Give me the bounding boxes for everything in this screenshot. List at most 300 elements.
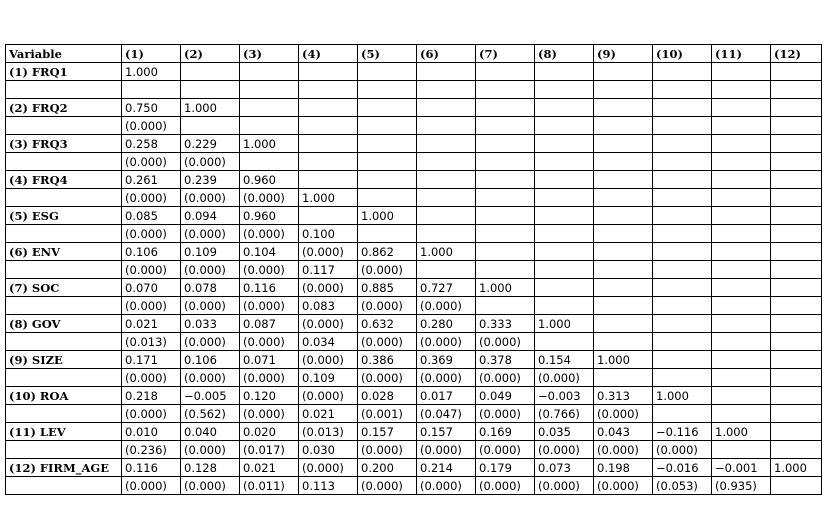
- table-cell: [535, 207, 594, 225]
- table-cell: [476, 117, 535, 135]
- table-cell: [771, 297, 822, 315]
- table-cell: [476, 261, 535, 279]
- table-cell: (0.000): [299, 351, 358, 369]
- table-cell: −0.005: [181, 387, 240, 405]
- table-cell: [535, 117, 594, 135]
- table-cell: [358, 63, 417, 81]
- table-cell: [299, 153, 358, 171]
- table-cell: (0.000): [476, 369, 535, 387]
- table-cell: 0.117: [299, 261, 358, 279]
- table-cell: (0.000): [299, 387, 358, 405]
- table-cell: (0.000): [181, 261, 240, 279]
- table-cell: [712, 441, 771, 459]
- table-cell: [240, 153, 299, 171]
- table-cell: 0.109: [299, 369, 358, 387]
- table-cell: 0.021: [240, 459, 299, 477]
- table-cell: −0.003: [535, 387, 594, 405]
- table-cell: 0.200: [358, 459, 417, 477]
- table-cell: [358, 81, 417, 99]
- table-cell: [417, 81, 476, 99]
- table-cell: [653, 135, 712, 153]
- table-cell: [712, 135, 771, 153]
- table-cell: [594, 297, 653, 315]
- table-cell: [653, 297, 712, 315]
- table-cell: [358, 135, 417, 153]
- table-cell: [594, 225, 653, 243]
- coefficient-row: [6, 63, 822, 81]
- table-cell: [594, 315, 653, 333]
- table-cell: [771, 333, 822, 351]
- variable-label-cell: [6, 477, 122, 495]
- table-cell: 0.040: [181, 423, 240, 441]
- table-cell: [712, 387, 771, 405]
- table-cell: (0.000): [122, 117, 181, 135]
- table-cell: [653, 153, 712, 171]
- table-cell: [712, 261, 771, 279]
- table-cell: [476, 297, 535, 315]
- table-cell: 0.116: [122, 459, 181, 477]
- table-cell: 0.378: [476, 351, 535, 369]
- table-cell: [771, 477, 822, 495]
- table-cell: 0.021: [122, 315, 181, 333]
- table-cell: (0.000): [358, 297, 417, 315]
- table-cell: 0.085: [122, 207, 181, 225]
- coefficient-row: [6, 279, 822, 297]
- table-cell: [476, 81, 535, 99]
- table-cell: (0.000): [417, 369, 476, 387]
- table-cell: [771, 387, 822, 405]
- table-cell: (0.766): [535, 405, 594, 423]
- table-cell: [535, 243, 594, 261]
- table-cell: [535, 153, 594, 171]
- table-cell: (0.000): [299, 315, 358, 333]
- table-cell: [653, 225, 712, 243]
- variable-label-cell: (7) SOC: [6, 279, 122, 297]
- table-cell: 0.030: [299, 441, 358, 459]
- table-cell: [476, 171, 535, 189]
- table-cell: [299, 207, 358, 225]
- table-cell: [712, 189, 771, 207]
- table-cell: [771, 405, 822, 423]
- table-cell: 0.179: [476, 459, 535, 477]
- table-cell: 0.727: [417, 279, 476, 297]
- table-cell: (0.000): [358, 369, 417, 387]
- table-cell: 0.960: [240, 171, 299, 189]
- table-cell: [594, 171, 653, 189]
- table-cell: 0.128: [181, 459, 240, 477]
- table-cell: [476, 207, 535, 225]
- table-cell: [653, 405, 712, 423]
- coefficient-row: [6, 351, 822, 369]
- table-cell: 0.073: [535, 459, 594, 477]
- table-cell: [594, 261, 653, 279]
- table-cell: 0.157: [358, 423, 417, 441]
- table-cell: 0.313: [594, 387, 653, 405]
- table-cell: [299, 63, 358, 81]
- variable-label-cell: [6, 369, 122, 387]
- table-cell: 0.750: [122, 99, 181, 117]
- table-cell: (0.000): [358, 477, 417, 495]
- variable-label-cell: (10) ROA: [6, 387, 122, 405]
- variable-label-cell: [6, 117, 122, 135]
- table-cell: [476, 99, 535, 117]
- table-cell: (0.000): [535, 369, 594, 387]
- table-cell: (0.000): [358, 441, 417, 459]
- column-header-4: (4): [299, 45, 358, 63]
- column-header-6: (6): [417, 45, 476, 63]
- table-cell: [417, 117, 476, 135]
- table-cell: [653, 189, 712, 207]
- table-cell: [417, 99, 476, 117]
- table-cell: [417, 153, 476, 171]
- pvalue-row: [6, 297, 822, 315]
- table-cell: −0.116: [653, 423, 712, 441]
- table-cell: [476, 189, 535, 207]
- table-cell: 0.017: [417, 387, 476, 405]
- table-cell: [594, 63, 653, 81]
- table-cell: (0.000): [122, 225, 181, 243]
- table-cell: [358, 153, 417, 171]
- table-cell: (0.000): [181, 477, 240, 495]
- table-cell: 0.280: [417, 315, 476, 333]
- table-cell: (0.562): [181, 405, 240, 423]
- table-cell: [653, 351, 712, 369]
- table-cell: (0.000): [122, 477, 181, 495]
- variable-label-cell: (2) FRQ2: [6, 99, 122, 117]
- table-cell: (0.000): [476, 405, 535, 423]
- table-cell: (0.000): [240, 405, 299, 423]
- table-cell: [712, 225, 771, 243]
- table-cell: [771, 135, 822, 153]
- table-cell: [712, 297, 771, 315]
- table-cell: [712, 279, 771, 297]
- table-cell: [181, 117, 240, 135]
- table-cell: 0.239: [181, 171, 240, 189]
- table-cell: [653, 171, 712, 189]
- table-cell: 0.171: [122, 351, 181, 369]
- table-cell: [240, 63, 299, 81]
- column-header-10: (10): [653, 45, 712, 63]
- table-cell: (0.000): [417, 441, 476, 459]
- table-cell: [417, 225, 476, 243]
- table-cell: (0.000): [181, 189, 240, 207]
- table-cell: (0.000): [358, 261, 417, 279]
- table-cell: (0.001): [358, 405, 417, 423]
- table-cell: [417, 207, 476, 225]
- table-cell: [653, 315, 712, 333]
- table-cell: [771, 243, 822, 261]
- table-cell: [594, 333, 653, 351]
- table-cell: 0.218: [122, 387, 181, 405]
- column-header-11: (11): [712, 45, 771, 63]
- table-cell: (0.000): [181, 369, 240, 387]
- table-cell: [771, 153, 822, 171]
- table-cell: 0.021: [299, 405, 358, 423]
- table-cell: [535, 225, 594, 243]
- table-cell: −0.016: [653, 459, 712, 477]
- table-cell: 0.885: [358, 279, 417, 297]
- table-cell: [535, 279, 594, 297]
- variable-label-cell: (12) FIRM_AGE: [6, 459, 122, 477]
- correlation-table: [5, 44, 822, 495]
- table-cell: [653, 369, 712, 387]
- column-header-9: (9): [594, 45, 653, 63]
- variable-label-cell: [6, 225, 122, 243]
- variable-label-cell: (6) ENV: [6, 243, 122, 261]
- pvalue-row: [6, 441, 822, 459]
- column-header-5: (5): [358, 45, 417, 63]
- table-cell: (0.000): [299, 459, 358, 477]
- table-cell: 0.157: [417, 423, 476, 441]
- table-cell: 0.034: [299, 333, 358, 351]
- table-cell: 0.104: [240, 243, 299, 261]
- pvalue-row: [6, 477, 822, 495]
- table-cell: [771, 423, 822, 441]
- table-cell: 1.000: [771, 459, 822, 477]
- table-cell: 0.369: [417, 351, 476, 369]
- table-cell: [535, 171, 594, 189]
- pvalue-row: [6, 405, 822, 423]
- table-cell: [417, 63, 476, 81]
- table-cell: [358, 99, 417, 117]
- table-cell: [771, 99, 822, 117]
- table-cell: 0.214: [417, 459, 476, 477]
- coefficient-row: [6, 423, 822, 441]
- table-cell: [535, 135, 594, 153]
- table-cell: [122, 81, 181, 99]
- table-cell: (0.000): [417, 333, 476, 351]
- table-cell: 0.049: [476, 387, 535, 405]
- table-cell: [358, 225, 417, 243]
- table-cell: [594, 117, 653, 135]
- table-cell: [712, 333, 771, 351]
- table-cell: [358, 117, 417, 135]
- table-cell: 0.198: [594, 459, 653, 477]
- column-header-3: (3): [240, 45, 299, 63]
- table-cell: [653, 99, 712, 117]
- table-cell: [299, 81, 358, 99]
- table-cell: [240, 117, 299, 135]
- table-body: [6, 63, 822, 495]
- table-cell: [594, 207, 653, 225]
- table-cell: 0.078: [181, 279, 240, 297]
- table-cell: (0.000): [476, 477, 535, 495]
- table-cell: [653, 117, 712, 135]
- table-cell: [535, 63, 594, 81]
- table-cell: [417, 135, 476, 153]
- table-cell: [712, 405, 771, 423]
- table-cell: 0.258: [122, 135, 181, 153]
- table-cell: [712, 369, 771, 387]
- table-cell: [712, 63, 771, 81]
- table-cell: [771, 261, 822, 279]
- table-cell: [712, 153, 771, 171]
- table-cell: 0.043: [594, 423, 653, 441]
- table-cell: [653, 333, 712, 351]
- coefficient-row: [6, 135, 822, 153]
- table-cell: (0.000): [240, 261, 299, 279]
- table-cell: 0.028: [358, 387, 417, 405]
- table-cell: (0.000): [240, 369, 299, 387]
- table-cell: (0.000): [122, 189, 181, 207]
- table-cell: (0.000): [181, 441, 240, 459]
- variable-label-cell: (3) FRQ3: [6, 135, 122, 153]
- table-cell: [771, 117, 822, 135]
- table-cell: 0.100: [299, 225, 358, 243]
- table-cell: [535, 297, 594, 315]
- table-cell: (0.017): [240, 441, 299, 459]
- column-header-8: (8): [535, 45, 594, 63]
- pvalue-row: [6, 189, 822, 207]
- column-header-1: (1): [122, 45, 181, 63]
- table-cell: [653, 81, 712, 99]
- table-cell: (0.000): [181, 333, 240, 351]
- table-cell: 1.000: [476, 279, 535, 297]
- table-cell: 1.000: [535, 315, 594, 333]
- table-cell: 0.229: [181, 135, 240, 153]
- table-cell: [653, 279, 712, 297]
- column-header-7: (7): [476, 45, 535, 63]
- table-cell: [771, 207, 822, 225]
- table-cell: 0.071: [240, 351, 299, 369]
- table-cell: 1.000: [358, 207, 417, 225]
- table-cell: (0.000): [476, 333, 535, 351]
- table-cell: 0.109: [181, 243, 240, 261]
- variable-label-cell: [6, 81, 122, 99]
- table-cell: [712, 117, 771, 135]
- variable-label-cell: [6, 189, 122, 207]
- table-cell: [712, 207, 771, 225]
- table-cell: (0.000): [240, 333, 299, 351]
- table-cell: [594, 135, 653, 153]
- table-cell: 0.386: [358, 351, 417, 369]
- table-cell: −0.001: [712, 459, 771, 477]
- pvalue-row: [6, 153, 822, 171]
- table-cell: (0.013): [122, 333, 181, 351]
- pvalue-row: [6, 369, 822, 387]
- table-cell: 0.261: [122, 171, 181, 189]
- table-cell: 0.033: [181, 315, 240, 333]
- table-cell: [653, 63, 712, 81]
- table-cell: 1.000: [181, 99, 240, 117]
- table-cell: [771, 63, 822, 81]
- table-cell: (0.000): [122, 261, 181, 279]
- table-cell: (0.935): [712, 477, 771, 495]
- pvalue-row: [6, 333, 822, 351]
- table-cell: 1.000: [299, 189, 358, 207]
- table-cell: (0.000): [476, 441, 535, 459]
- table-cell: (0.000): [181, 225, 240, 243]
- table-cell: 0.169: [476, 423, 535, 441]
- table-cell: [712, 99, 771, 117]
- table-cell: [771, 279, 822, 297]
- table-cell: [712, 315, 771, 333]
- table-cell: (0.000): [299, 279, 358, 297]
- variable-label-cell: (1) FRQ1: [6, 63, 122, 81]
- table-cell: 0.106: [122, 243, 181, 261]
- table-cell: 0.960: [240, 207, 299, 225]
- table-cell: [653, 261, 712, 279]
- variable-label-cell: (9) SIZE: [6, 351, 122, 369]
- table-cell: [476, 153, 535, 171]
- table-cell: (0.000): [181, 297, 240, 315]
- table-cell: [771, 441, 822, 459]
- table-cell: (0.013): [299, 423, 358, 441]
- table-cell: [653, 243, 712, 261]
- table-cell: (0.000): [240, 297, 299, 315]
- table-cell: (0.000): [122, 405, 181, 423]
- variable-label-cell: (5) ESG: [6, 207, 122, 225]
- table-cell: [417, 171, 476, 189]
- coefficient-row: [6, 99, 822, 117]
- table-cell: [476, 243, 535, 261]
- table-cell: [712, 81, 771, 99]
- table-cell: [535, 99, 594, 117]
- table-cell: (0.000): [122, 153, 181, 171]
- table-cell: [594, 243, 653, 261]
- table-cell: [535, 189, 594, 207]
- column-header-variable: Variable: [6, 45, 122, 63]
- coefficient-row: [6, 315, 822, 333]
- variable-label-cell: [6, 261, 122, 279]
- table-cell: 0.632: [358, 315, 417, 333]
- table-cell: 0.070: [122, 279, 181, 297]
- column-header-2: (2): [181, 45, 240, 63]
- table-cell: [299, 99, 358, 117]
- table-cell: 0.087: [240, 315, 299, 333]
- table-cell: [594, 189, 653, 207]
- column-header-12: (12): [771, 45, 822, 63]
- table-cell: (0.000): [535, 477, 594, 495]
- table-cell: [476, 225, 535, 243]
- table-cell: 1.000: [122, 63, 181, 81]
- variable-label-cell: (8) GOV: [6, 315, 122, 333]
- table-cell: [594, 153, 653, 171]
- table-cell: [299, 171, 358, 189]
- table-cell: [535, 81, 594, 99]
- table-cell: 0.094: [181, 207, 240, 225]
- table-cell: 0.020: [240, 423, 299, 441]
- coefficient-row: [6, 171, 822, 189]
- variable-label-cell: [6, 297, 122, 315]
- coefficient-row: [6, 387, 822, 405]
- table-cell: 1.000: [712, 423, 771, 441]
- table-cell: [653, 207, 712, 225]
- table-cell: 1.000: [594, 351, 653, 369]
- table-cell: [771, 315, 822, 333]
- table-cell: (0.000): [122, 297, 181, 315]
- table-cell: [771, 225, 822, 243]
- table-cell: [771, 369, 822, 387]
- table-cell: [417, 189, 476, 207]
- variable-label-cell: [6, 153, 122, 171]
- table-cell: 0.106: [181, 351, 240, 369]
- table-cell: [240, 81, 299, 99]
- table-cell: [771, 171, 822, 189]
- table-cell: (0.000): [181, 153, 240, 171]
- variable-label-cell: [6, 333, 122, 351]
- table-cell: [771, 189, 822, 207]
- table-cell: (0.053): [653, 477, 712, 495]
- table-cell: (0.000): [240, 189, 299, 207]
- table-cell: (0.000): [653, 441, 712, 459]
- table-cell: [712, 171, 771, 189]
- table-cell: [594, 81, 653, 99]
- table-cell: (0.011): [240, 477, 299, 495]
- table-cell: (0.047): [417, 405, 476, 423]
- table-cell: [712, 243, 771, 261]
- table-cell: [535, 333, 594, 351]
